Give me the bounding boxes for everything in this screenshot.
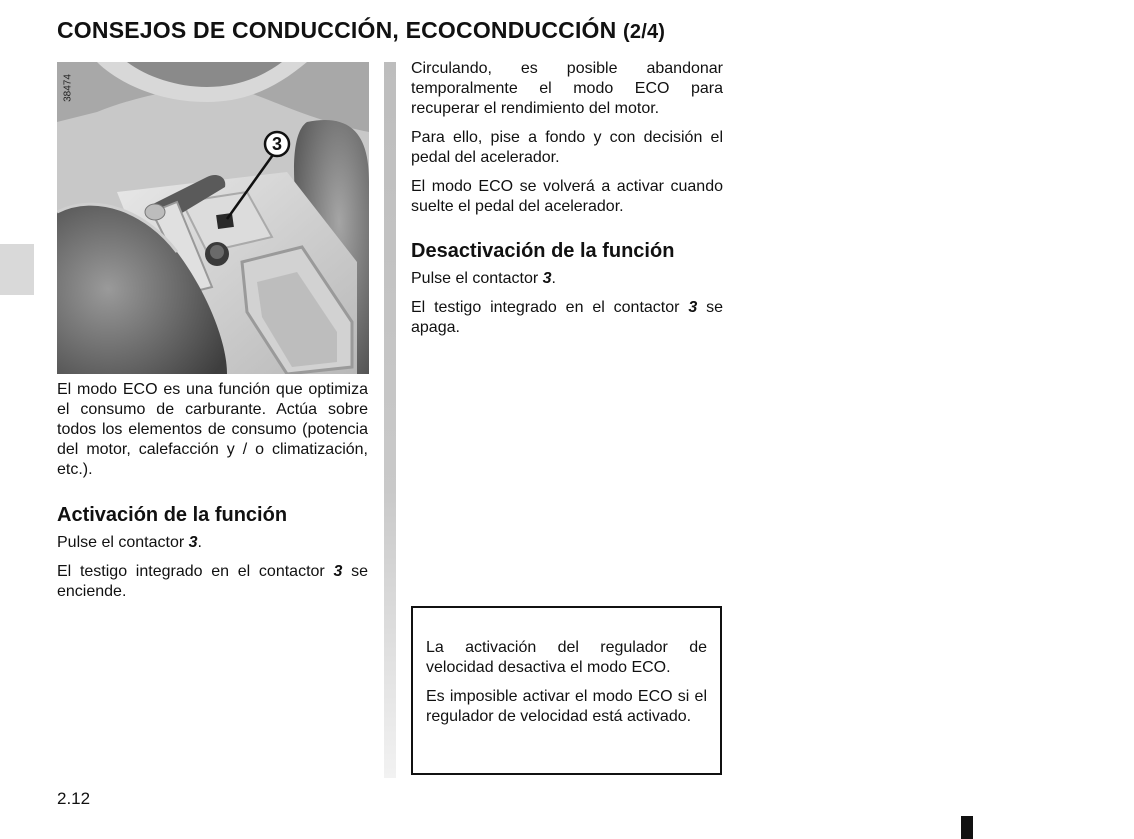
activation-step-ref: 3 bbox=[188, 534, 198, 551]
deactivation-result bbox=[411, 298, 723, 338]
activation-heading: Activación de la función bbox=[57, 504, 288, 526]
deactivation-result-ref: 3 bbox=[688, 299, 698, 316]
eco-mode-intro: El modo ECO es una función que optimiza el consumo de carburante. Actúa sobre todos los elementos de consumo (potencia del motor, calefacción y / o climatización, etc.). bbox=[57, 381, 368, 478]
page-title bbox=[57, 17, 665, 44]
section-tab bbox=[0, 244, 34, 295]
override-back: El modo ECO se volverá a activar cuando suelte el pedal del acelerador. bbox=[411, 178, 723, 215]
deactivation-step-ref: 3 bbox=[542, 270, 552, 287]
deactivation-result-after: se apaga. bbox=[411, 299, 723, 336]
activation-result-after: se enciende. bbox=[57, 563, 368, 600]
activation-result bbox=[57, 562, 368, 602]
page-title-text: CONSEJOS DE CONDUCCIÓN, ECOCONDUCCIÓN bbox=[57, 17, 617, 43]
photo-reference-code: 38474 bbox=[62, 74, 74, 102]
callout-3-label: 3 bbox=[271, 134, 282, 154]
note-line-2: Es imposible activar el modo ECO si el regulador de velocidad está activado. bbox=[426, 688, 707, 725]
deactivation-step-text: Pulse el contactor bbox=[411, 270, 543, 287]
column-divider bbox=[384, 62, 396, 778]
photo-reference bbox=[60, 68, 76, 108]
console-illustration bbox=[57, 62, 369, 374]
right-column bbox=[411, 59, 723, 347]
activation-step-text: Pulse el contactor bbox=[57, 534, 189, 551]
corner-mark bbox=[961, 816, 973, 839]
note-line-1: La activación del regulador de velocidad desactiva el modo ECO. bbox=[426, 639, 707, 676]
page-title-part: (2/4) bbox=[623, 21, 666, 43]
console-photo bbox=[57, 62, 369, 374]
deactivation-result-before: El testigo integrado en el contactor bbox=[411, 299, 689, 316]
deactivation-heading: Desactivación de la función bbox=[411, 240, 675, 262]
override-how: Para ello, pise a fondo y con decisión el pedal del acelerador. bbox=[411, 129, 723, 166]
left-column bbox=[57, 380, 368, 611]
deactivation-step: Pulse el contactor 3. bbox=[411, 270, 556, 287]
activation-step: Pulse el contactor 3. bbox=[57, 534, 202, 551]
note-box bbox=[411, 606, 722, 775]
activation-result-before: El testigo integrado en el contactor bbox=[57, 563, 334, 580]
activation-result-ref: 3 bbox=[333, 563, 343, 580]
page-number: 2.12 bbox=[57, 789, 91, 808]
override-text: Circulando, es posible abandonar temporalmente el modo ECO para recuperar el rendimiento del motor. bbox=[411, 60, 723, 117]
